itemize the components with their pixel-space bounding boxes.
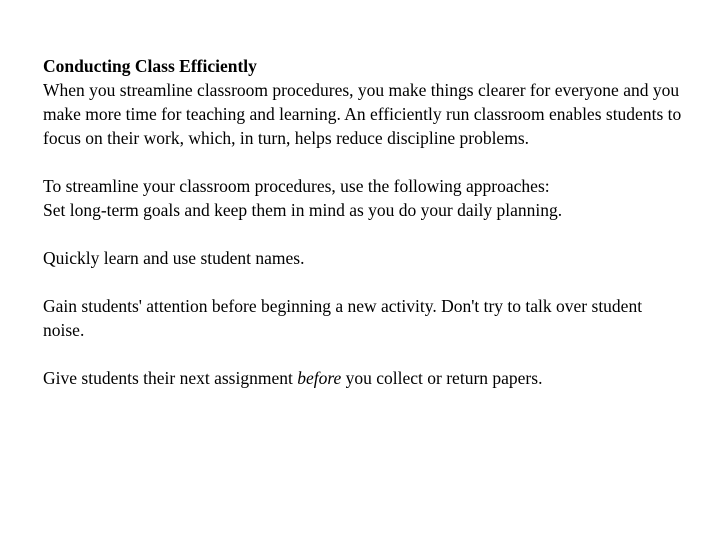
approach-goals: Set long-term goals and keep them in mind as you do your daily planning. bbox=[43, 200, 563, 220]
slide-title: Conducting Class Efficiently bbox=[43, 56, 257, 76]
assignment-text-end: you collect or return papers. bbox=[341, 368, 543, 388]
intro-paragraph: When you streamline classroom procedures, you make things clearer for everyone and you make more time for teaching and learning. An efficiently run classroom enables students to focus on their work, which, in turn, helps reduce discipline problems. bbox=[43, 80, 682, 148]
spacer bbox=[43, 150, 683, 174]
approach-names: Quickly learn and use student names. bbox=[43, 248, 305, 268]
spacer bbox=[43, 342, 683, 366]
slide-content bbox=[43, 54, 683, 390]
spacer bbox=[43, 270, 683, 294]
assignment-text-start: Give students their next assignment bbox=[43, 368, 298, 388]
approaches-lead: To streamline your classroom procedures, use the following approaches: bbox=[43, 176, 550, 196]
assignment-emphasis: before bbox=[297, 368, 342, 388]
approach-attention: Gain students' attention before beginning a new activity. Don't try to talk over student noise. bbox=[43, 296, 643, 340]
spacer bbox=[43, 222, 683, 246]
approach-assignment bbox=[43, 366, 683, 390]
